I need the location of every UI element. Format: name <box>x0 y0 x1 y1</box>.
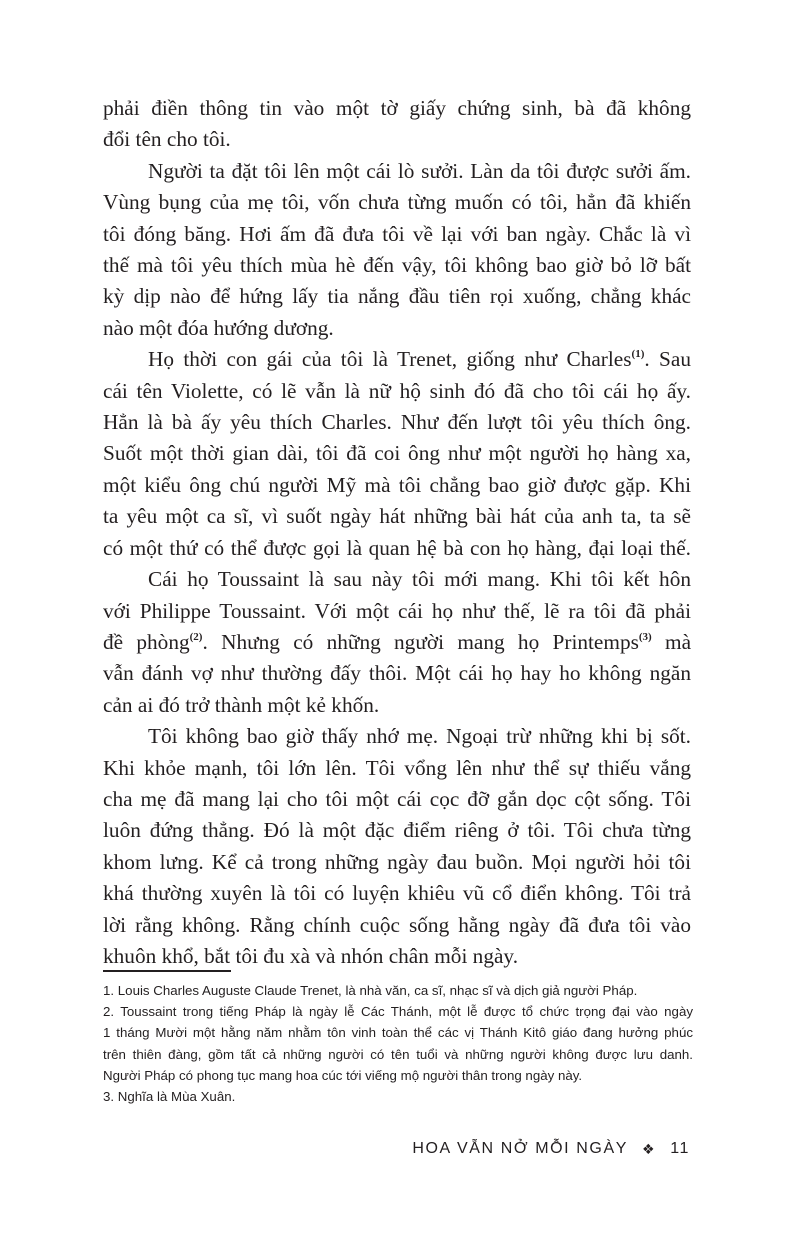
text-segment: mà <box>651 629 692 654</box>
text-line: nào một đóa hướng dương. <box>103 315 334 340</box>
footnote-ref-2[interactable]: (2) <box>189 630 203 643</box>
text-line: kỳ dịp nào để hứng lấy tia nắng đầu tiên rọi xuống, chẳng khác <box>103 284 691 309</box>
text-segment: . Sau <box>644 347 691 372</box>
ornament-icon: ❖ <box>642 1140 657 1157</box>
text-line: lời rằng không. Rằng chính cuộc sống hằng ngày đã đưa tôi vào <box>103 912 691 937</box>
text-line: khom lưng. Kể cả trong những ngày đau buồn. Mọi người hỏi tôi <box>103 849 691 874</box>
text-line: luôn đứng thẳng. Đó là một đặc điểm riêng ở tôi. Tôi chưa từng <box>103 818 691 843</box>
footnote-2-cont: Người Pháp có phong tục mang hoa cúc tới viếng mộ người thân trong ngày này. <box>103 1067 583 1083</box>
paragraph-4 <box>103 564 691 721</box>
page-footer <box>412 1140 690 1158</box>
text-line: khá thường xuyên là tôi có luyện khiêu vũ cổ điển không. Tôi trả <box>103 881 691 906</box>
footnote-1: 1. Louis Charles Auguste Claude Trenet, là nhà văn, ca sĩ, nhạc sĩ và dịch giả người Pháp. <box>103 983 638 998</box>
footnote-3: 3. Nghĩa là Mùa Xuân. <box>103 1089 236 1105</box>
paragraph-3 <box>103 344 691 564</box>
text-line: vẫn đánh vợ như thường đấy thôi. Một cái họ hay ho không ngăn <box>103 661 691 686</box>
footnote-2-cont: trên thiên đàng, gồm tất cả những người có tên tuổi và những người không được lưu danh. <box>103 1046 693 1062</box>
text-line: thế mà tôi yêu thích mùa hè đến vậy, tôi không bao giờ bỏ lỡ bất <box>103 253 691 278</box>
text-line: khuôn khổ, bắt tôi đu xà và nhón chân mỗi ngày. <box>103 943 519 968</box>
text-segment: đề phòng <box>103 629 190 654</box>
page-number: 11 <box>670 1140 690 1157</box>
footnote-ref-1[interactable]: (1) <box>631 348 645 361</box>
text-line: phải điền thông tin vào một tờ giấy chứng sinh, bà đã không <box>103 96 691 120</box>
text-line: Hẳn là bà ấy yêu thích Charles. Như đến lượt tôi yêu thích ông. <box>103 410 691 435</box>
footnote-divider <box>103 970 231 972</box>
footnote-2-cont: 1 tháng Mười một hằng năm nhằm tôn vinh toàn thể các vị Thánh Kitô giáo đang hưởng phúc <box>103 1025 693 1041</box>
running-title: HOA VẪN NỞ MỖI NGÀY <box>412 1140 629 1157</box>
text-line: Khi khỏe mạnh, tôi lớn lên. Tôi vổng lên như thể sự thiếu vắng <box>103 755 691 780</box>
text-line <box>103 627 691 658</box>
text-segment: . Nhưng có những người mang họ Printemps <box>202 629 639 654</box>
footnote-2: 2. Toussaint trong tiếng Pháp là ngày lễ Các Thánh, một lễ được tổ chức trọng đại vào ngày <box>103 1004 693 1020</box>
footnote-ref-3[interactable]: (3) <box>638 630 652 643</box>
text-line: Tôi không bao giờ thấy nhớ mẹ. Ngoại trừ những khi bị sốt. <box>148 724 691 749</box>
text-line: Vùng bụng của mẹ tôi, vốn chưa từng muốn có tôi, hẳn đã khiến <box>103 190 691 215</box>
text-line <box>103 344 691 375</box>
text-segment: Họ thời con gái của tôi là Trenet, giống như Charles <box>148 347 632 372</box>
text-line: Người ta đặt tôi lên một cái lò sưởi. Làn da tôi được sưởi ấm. <box>148 158 691 183</box>
text-line: cái tên Violette, có lẽ vẫn là nữ hộ sinh đó đã cho tôi cái họ ấy. <box>103 378 691 403</box>
paragraph-1 <box>103 93 691 156</box>
text-line: với Philippe Toussaint. Với một cái họ như thế, lẽ ra tôi đã phải <box>103 598 691 623</box>
paragraph-5 <box>103 721 691 972</box>
text-line: cản ai đó trở thành một kẻ khốn. <box>103 692 380 717</box>
text-line: tôi đóng băng. Hơi ấm đã đưa tôi về lại với ban ngày. Chắc là vì <box>103 221 691 246</box>
text-line: Suốt một thời gian dài, tôi đã coi ông như một người họ hàng xa, <box>103 441 691 466</box>
text-line: đổi tên cho tôi. <box>103 127 231 152</box>
text-line: có một thứ có thể được gọi là quan hệ bà con họ hàng, đại loại thế. <box>103 535 691 560</box>
footnotes <box>103 980 693 1107</box>
text-line: một kiểu ông chú người Mỹ mà tôi chẳng bao giờ được gặp. Khi <box>103 472 691 497</box>
text-line: ta yêu một ca sĩ, vì suốt ngày hát những bài hát của anh ta, ta sẽ <box>103 504 691 529</box>
paragraph-2 <box>103 156 691 344</box>
text-line: cha mẹ đã mang lại cho tôi một cái cọc đỡ gắn dọc cột sống. Tôi <box>103 786 691 811</box>
body-text <box>103 93 691 972</box>
text-line: Cái họ Toussaint là sau này tôi mới mang. Khi tôi kết hôn <box>148 567 691 592</box>
